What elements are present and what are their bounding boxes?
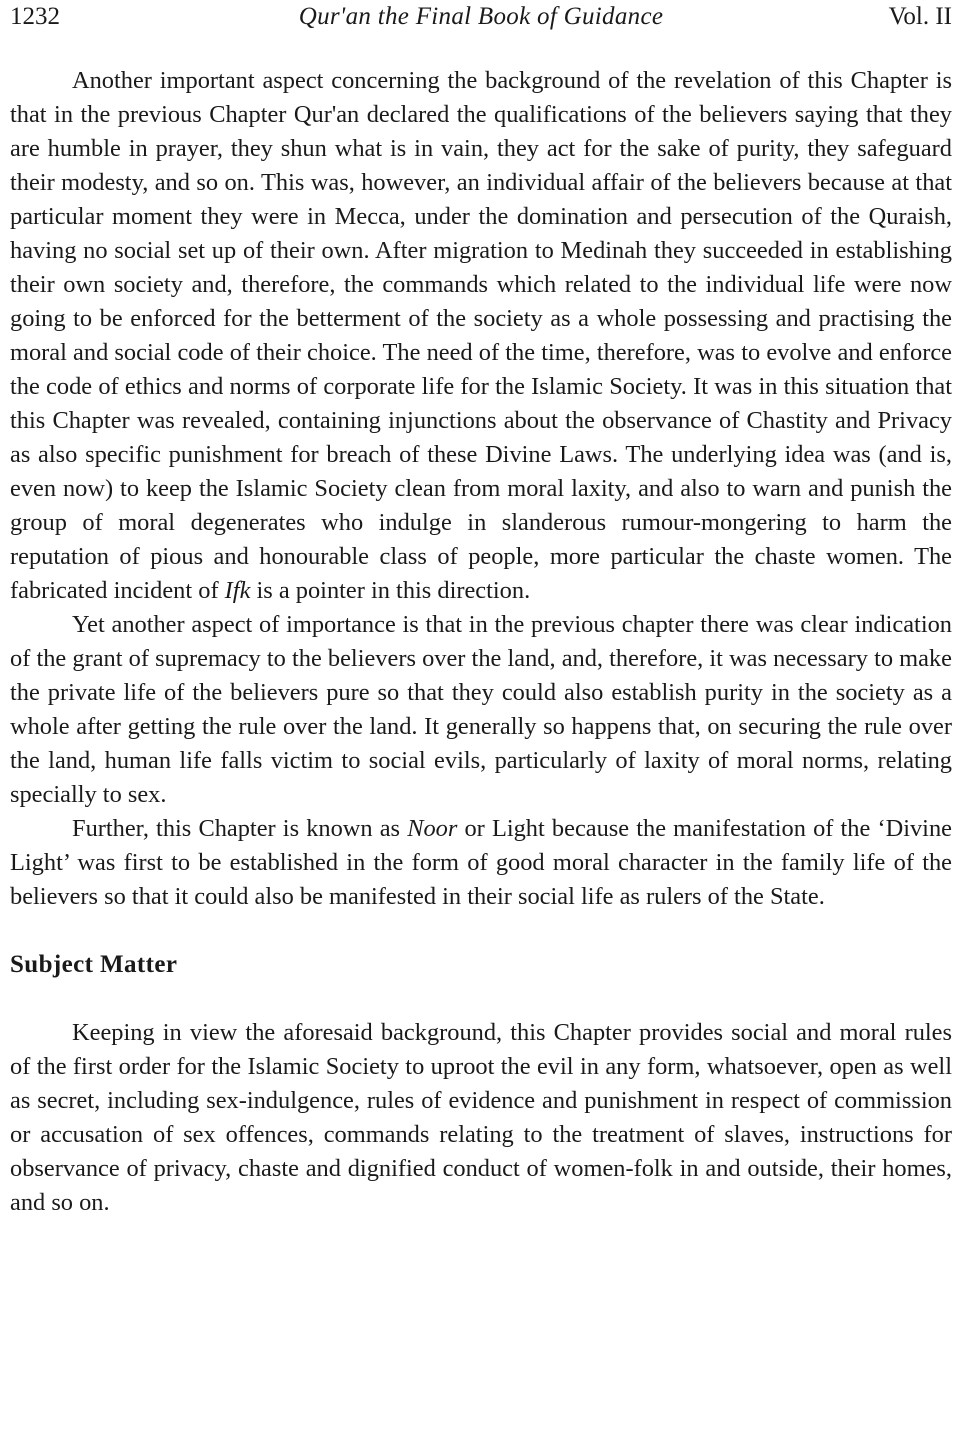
paragraph-background (10, 64, 952, 608)
book-title: Qur'an the Final Book of Guidance (298, 3, 664, 30)
page-number: 1232 (10, 3, 60, 30)
running-header (10, 0, 952, 34)
paragraph-text: is a pointer in this direction. (250, 577, 531, 604)
paragraph-text: Another important aspect concerning the background of the revelation of this Chapter is that in the previous Chapter Qur'an declared the qualifications of the believers saying that they are humble in prayer, they shun what is in vain, they act for the sake of purity, they safeguard their modesty, and so on. This was, however, an individual affair of the believers because at that particular moment they were in Mecca, under the domination and persecution of the Quraish, having no social set up of their own. After migration to Medinah they succeeded in establishing their own society and, therefore, the commands which related to the individual life were now going to be enforced for the betterment of the society as a whole possessing and practising the moral and social code of their choice. The need of the time, therefore, was to evolve and enforce the code of ethics and norms of corporate life for the Islamic Society. It was in this situation that this Chapter was revealed, containing injunctions about the observance of Chastity and Privacy as also specific punishment for breach of these Divine Laws. The underlying idea was (and is, even now) to keep the Islamic Society clean from moral laxity, and also to warn and punish the group of moral degenerates who indulge in slanderous rumour-mongering to harm the reputation of pious and honourable class of people, more particular the chaste women. The fabricated incident of (10, 67, 952, 604)
term-noor: Noor (407, 815, 458, 842)
book-page (10, 0, 952, 1220)
paragraph-subject-matter: Keeping in view the aforesaid background, this Chapter provides social and moral rules of the first order for the Islamic Society to uproot the evil in any form, whatsoever, open as well as secret, including sex-indulgence, rules of evidence and punishment in respect of commission or accusation of sex offences, commands relating to the treatment of slaves, instructions for observance of privacy, chaste and dignified conduct of women-folk in and outside, their homes, and so on. (10, 1019, 952, 1216)
paragraph-noor (10, 812, 952, 914)
body-text (10, 64, 952, 914)
volume-label: Vol. II (888, 3, 952, 30)
paragraph-supremacy: Yet another aspect of importance is that in the previous chapter there was clear indication of the grant of supremacy to the believers over the land, and, therefore, it was necessary to make the private life of the believers pure so that they could also establish purity in the society as a whole after getting the rule over the land. It generally so happens that, on securing the rule over the land, human life falls victim to social evils, particularly of laxity of moral norms, relating specially to sex. (10, 611, 952, 808)
paragraph-text: Further, this Chapter is known as (72, 815, 408, 842)
term-ifk: Ifk (224, 577, 251, 604)
section-heading: Subject Matter (10, 951, 178, 978)
paragraph-text: or Light because the manifestation of the ‘Divine Light’ was first to be established in the form of good moral character in the family life of the believers so that it could also be manifested in their social life as rulers of the State. (10, 815, 952, 910)
